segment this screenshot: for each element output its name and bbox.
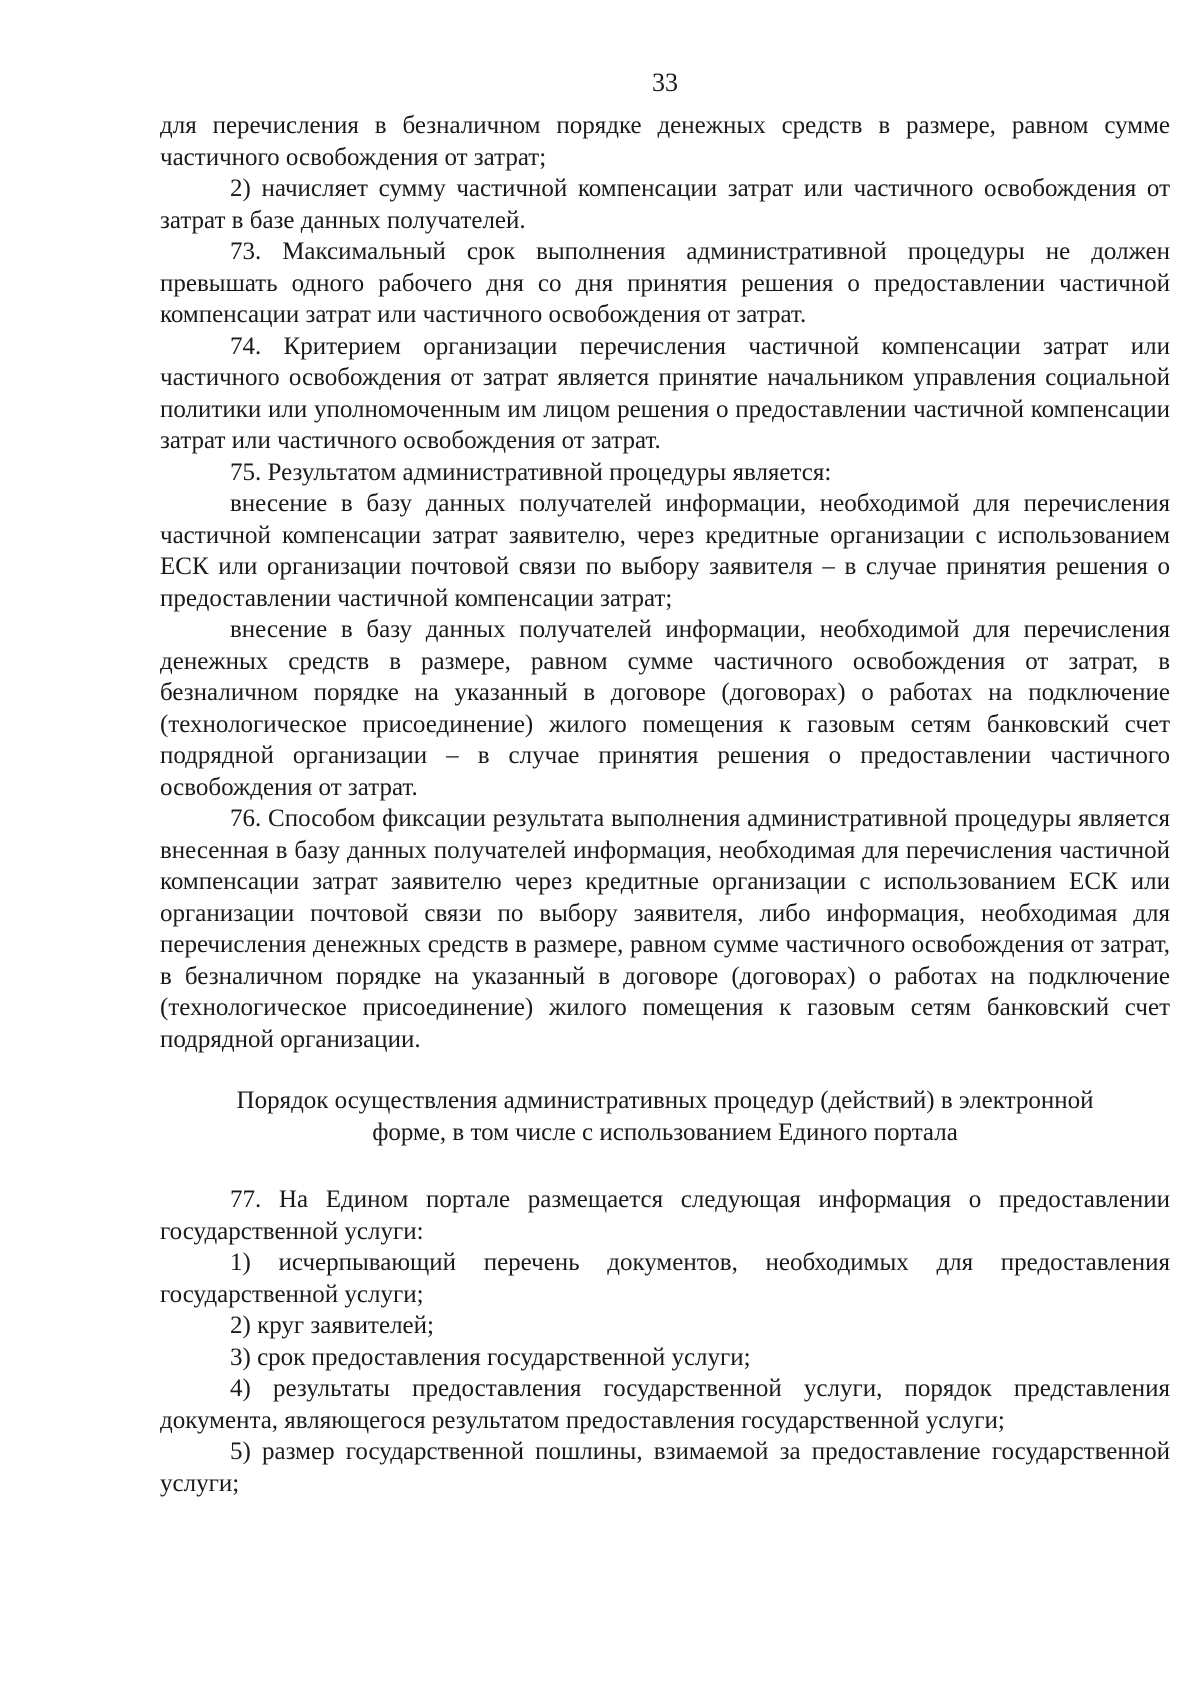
section-heading-line-1: Порядок осуществления административных процедур (действий) в электронной bbox=[236, 1087, 1094, 1114]
paragraph-77-item-2: 2) круг заявителей; bbox=[230, 1312, 434, 1339]
paragraph-77-item-1: 1) исчерпывающий перечень документов, необходимых для предоставления государственной услуги; bbox=[160, 1249, 1170, 1308]
page-number: 33 bbox=[652, 68, 678, 97]
paragraph-73: 73. Максимальный срок выполнения административной процедуры не должен превышать одного рабочего дня со дня принятия решения о предоставлении частичной компенсации затрат или частичного освобождения от затрат. bbox=[160, 238, 1170, 328]
paragraph-75: 75. Результатом административной процедуры является: bbox=[230, 458, 832, 486]
document-body bbox=[160, 110, 1170, 1499]
paragraph-75-item-a: внесение в базу данных получателей информации, необходимой для перечисления частичной компенсации затрат заявителю, через кредитные организации с использованием ЕСК или организации почтовой связи по выбору заявителя – в случае принятия решения о предоставлении частичной компенсации затрат; bbox=[160, 490, 1170, 612]
section-heading-line-2: форме, в том числе с использованием Единого портала bbox=[372, 1118, 958, 1146]
paragraph-77: 77. На Едином портале размещается следующая информация о предоставлении государственной услуги: bbox=[160, 1186, 1170, 1245]
paragraph-77-item-3: 3) срок предоставления государственной услуги; bbox=[230, 1343, 751, 1371]
paragraph-74: 74. Критерием организации перечисления частичной компенсации затрат или частичного освобождения от затрат является принятие начальником управления социальной политики или уполномоченным им лицом решения о предоставлении частичной компенсации затрат или частичного освобождения от затрат. bbox=[160, 332, 1170, 454]
paragraph-continuation: для перечисления в безналичном порядке денежных средств в размере, равном сумме частичного освобождения от затрат; bbox=[160, 112, 1170, 171]
section-heading bbox=[160, 1085, 1170, 1148]
paragraph-76: 76. Способом фиксации результата выполнения административной процедуры является внесенная в базу данных получателей информация, необходимая для перечисления частичной компенсации затрат заявителю через кредитные организации с использованием ЕСК или организации почтовой связи по выбору заявителя, либо информация, необходимая для перечисления денежных средств в размере, равном сумме частичного освобождения от затрат, в безналичном порядке на указанный в договоре (договорах) о работах на подключение (технологическое присоединение) жилого помещения к газовым сетям банковский счет подрядной организации. bbox=[160, 805, 1170, 1053]
paragraph-75-item-b: внесение в базу данных получателей информации, необходимой для перечисления денежных средств в размере, равном сумме частичного освобождения от затрат, в безналичном порядке на указанный в договоре (договорах) о работах на подключение (технологическое присоединение) жилого помещения к газовым сетям банковский счет подрядной организации – в случае принятия решения о предоставлении частичного освобождения от затрат. bbox=[160, 616, 1170, 801]
paragraph-77-item-4: 4) результаты предоставления государственной услуги, порядок представления документа, являющегося результатом предоставления государственной услуги; bbox=[160, 1375, 1170, 1434]
paragraph-item-2: 2) начисляет сумму частичной компенсации затрат или частичного освобождения от затрат в базе данных получателей. bbox=[160, 175, 1170, 234]
paragraph-77-item-5: 5) размер государственной пошлины, взимаемой за предоставление государственной услуги; bbox=[160, 1438, 1170, 1497]
